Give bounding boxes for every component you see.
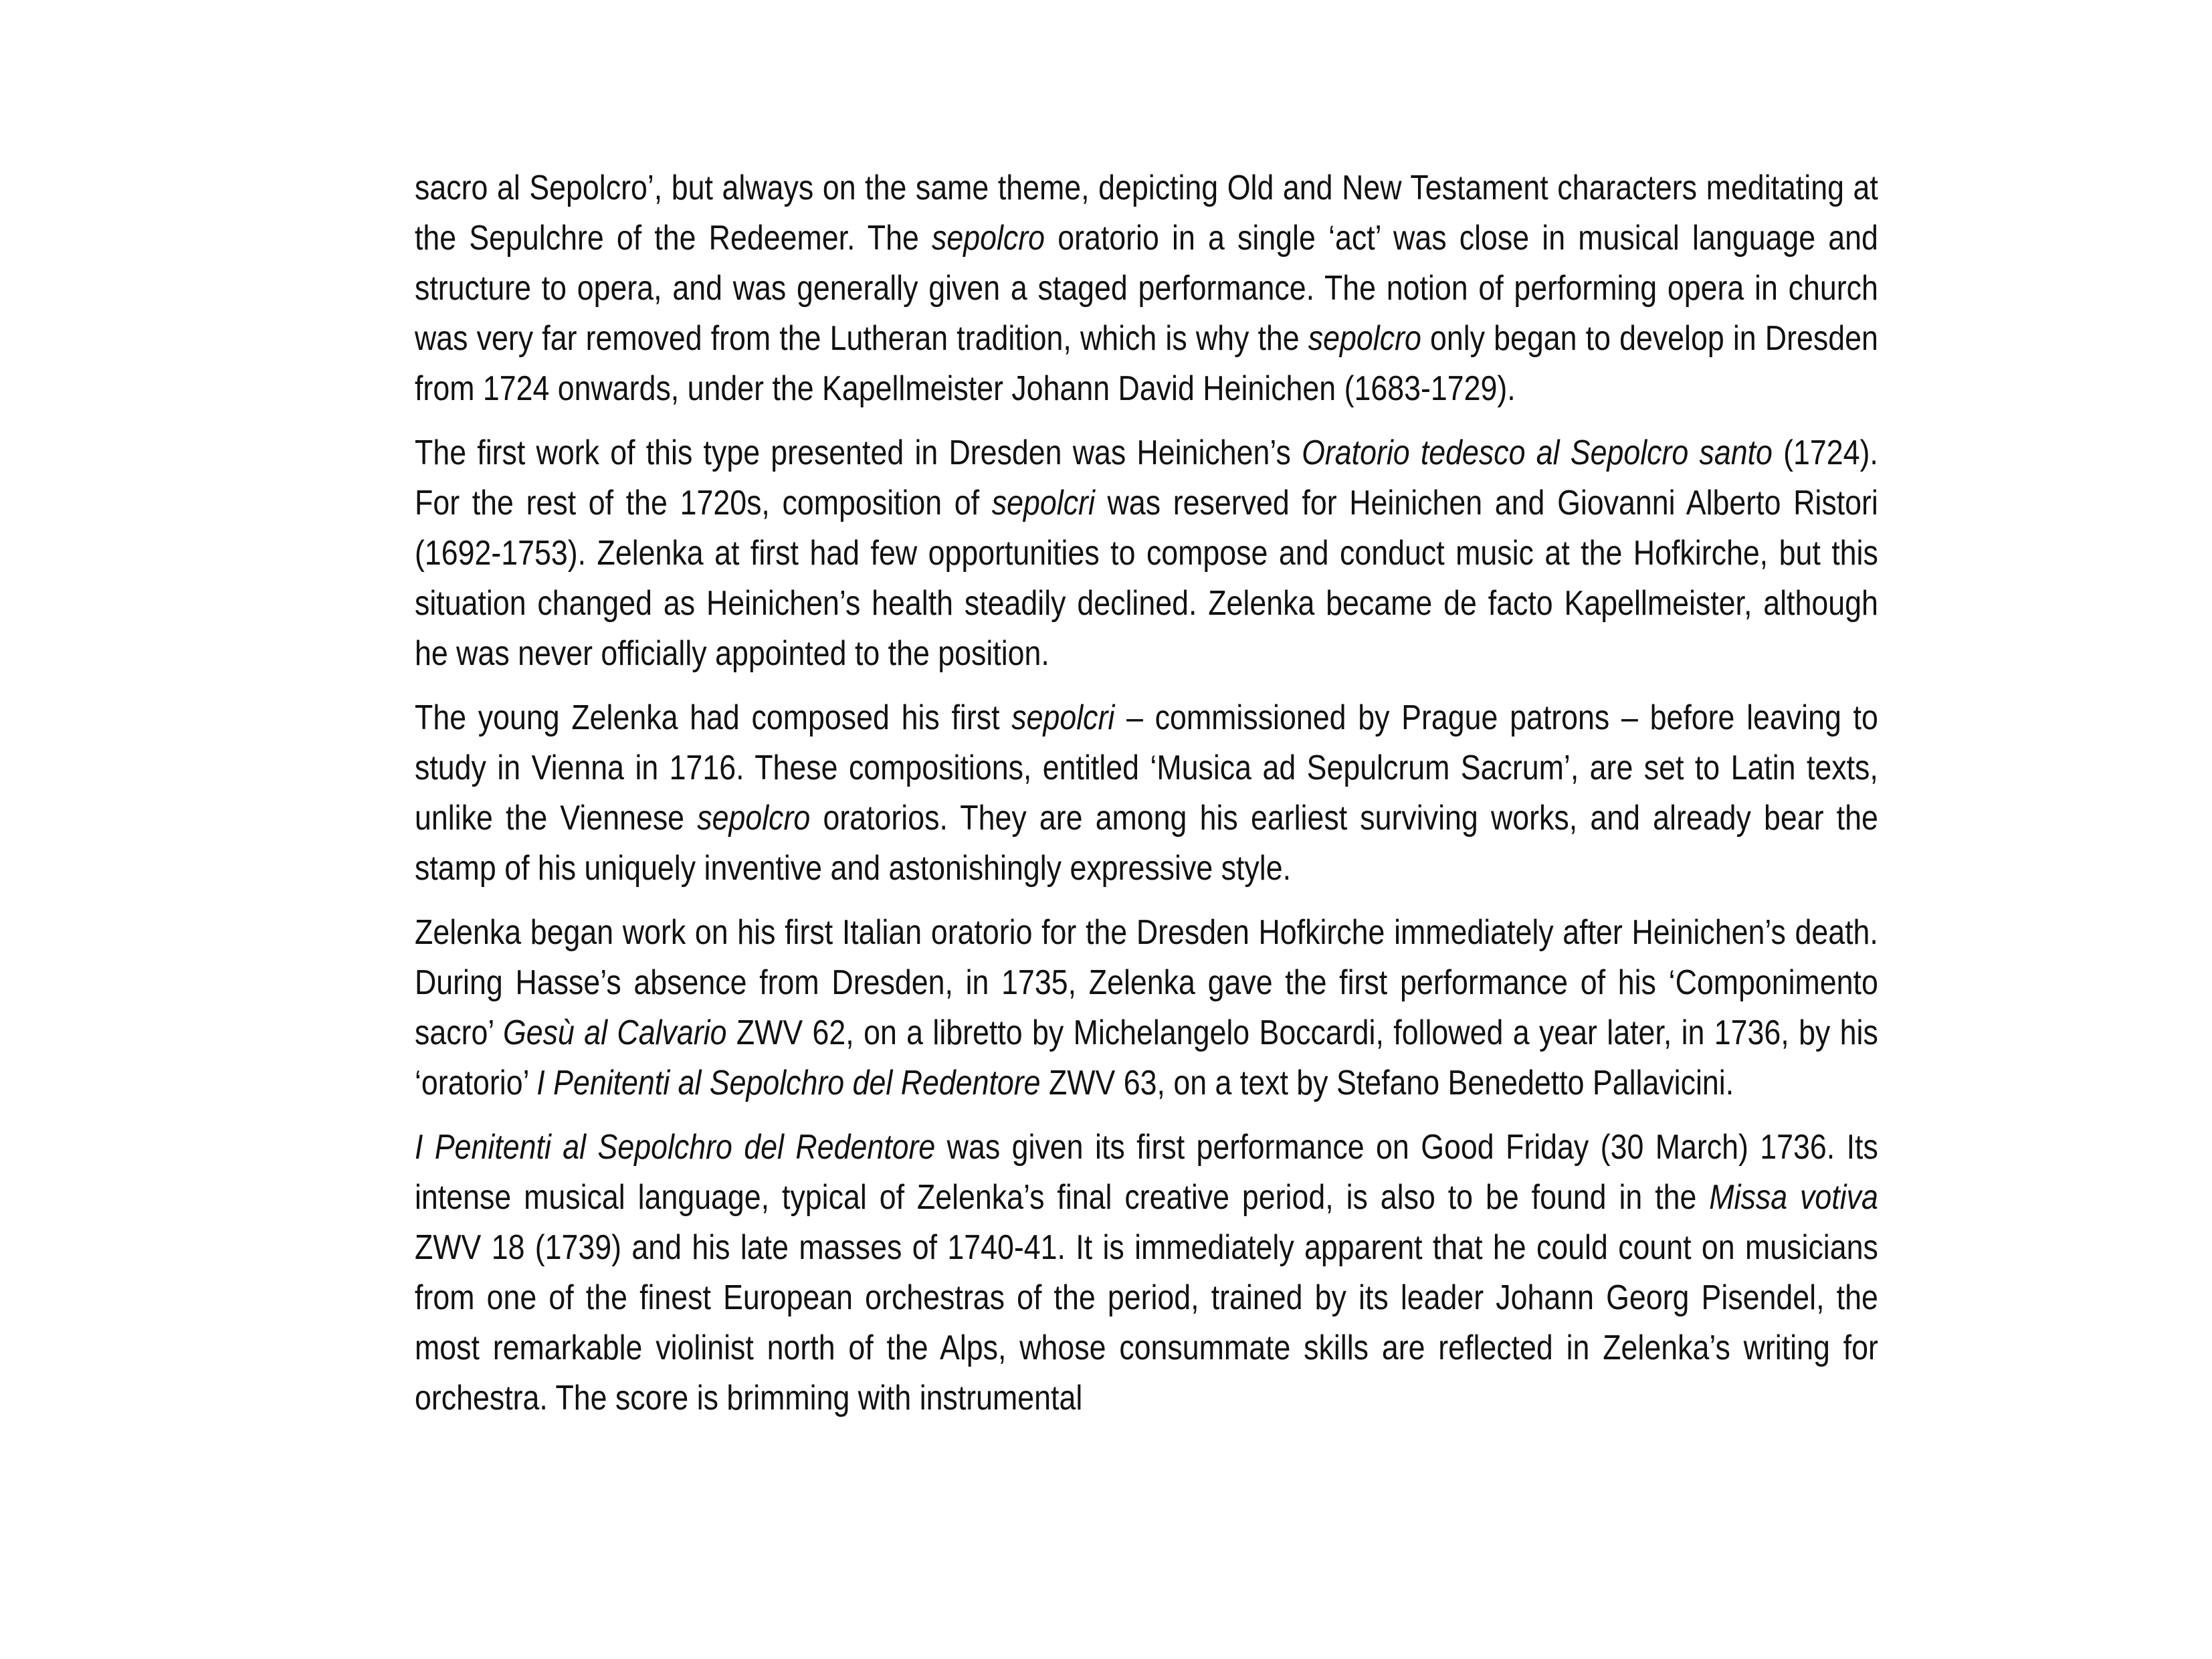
text-run: The first work of this type presented in Dresden was Heinichen’s (415, 433, 1302, 472)
paragraph-2 (415, 428, 1878, 679)
italic-run: sepolcri (991, 484, 1095, 522)
text-run: ZWV 62, on a libretto by Michelangelo Boccardi, followed a year later, in 1736, by his ‘oratorio’ (415, 1013, 1878, 1102)
text-run: ZWV 63, on a text by Stefano Benedetto Pallavicini. (1040, 1064, 1734, 1102)
paragraph-5 (415, 1123, 1878, 1424)
paragraph-1 (415, 163, 1878, 414)
paragraph-3 (415, 693, 1878, 894)
document-page (415, 163, 1878, 1438)
italic-run: sepolcri (1011, 698, 1115, 737)
italic-run: I Penitenti al Sepolchro del Redentore (536, 1064, 1041, 1102)
italic-run: sepolcro (1308, 319, 1421, 358)
italic-run: sepolcro (932, 219, 1045, 258)
italic-run: Oratorio tedesco al Sepolcro santo (1302, 433, 1773, 472)
italic-run: Gesù al Calvario (502, 1013, 727, 1052)
text-run: Zelenka began work on his first Italian oratorio for the Dresden Hofkirche immediately after Heinichen’s death. During Hasse’s absence from Dresden, in 1735, Zelenka gave the first performance of his ‘Componimento sacro’ (415, 913, 1878, 1052)
text-run: oratorios. They are among his earliest surviving works, and already bear the stamp of his uniquely inventive and astonishingly expressive style. (415, 799, 1878, 888)
text-run: sacro al Sepolcro’, but always on the same theme, depicting Old and New Testament characters meditating at the Sepulchre of the Redeemer. The (415, 169, 1878, 258)
italic-run: sepolcro (697, 799, 811, 838)
italic-run: I Penitenti al Sepolchro del Redentore (415, 1128, 936, 1167)
paragraph-4 (415, 908, 1878, 1108)
text-run: was reserved for Heinichen and Giovanni Alberto Ristori (1692-1753). Zelenka at first had few opportunities to compose and conduct music at the Hofkirche, but this situation changed as Heinichen’s health steadily declined. Zelenka became de facto Kapellmeister, although he was never officially appointed to the position. (415, 484, 1878, 673)
text-run: – commissioned by Prague patrons – before leaving to study in Vienna in 1716. These compositions, entitled ‘Musica ad Sepulcrum Sacrum’, are set to Latin texts, unlike the Viennese (415, 698, 1878, 838)
text-run: The young Zelenka had composed his first (415, 698, 1012, 737)
italic-run: Missa votiva (1709, 1178, 1878, 1217)
text-run: was given its first performance on Good Friday (30 March) 1736. Its intense musical language, typical of Zelenka’s final creative period, is also to be found in the (415, 1128, 1878, 1217)
text-run: oratorio in a single ‘act’ was close in musical language and structure to opera, and was generally given a staged performance. The notion of performing opera in church was very far removed from the Lutheran tradition, which is why the (415, 219, 1878, 358)
text-run: ZWV 18 (1739) and his late masses of 1740-41. It is immediately apparent that he could count on musicians from one of the finest European orchestras of the period, trained by its leader Johann Georg Pisendel, the most remarkable violinist north of the Alps, whose consummate skills are reflected in Zelenka’s writing for orchestra. The score is brimming with instrumental (415, 1228, 1878, 1418)
text-run: only began to develop in Dresden from 1724 onwards, under the Kapellmeister Johann David Heinichen (1683-1729). (415, 319, 1878, 408)
text-run: (1724). For the rest of the 1720s, composition of (415, 433, 1878, 522)
